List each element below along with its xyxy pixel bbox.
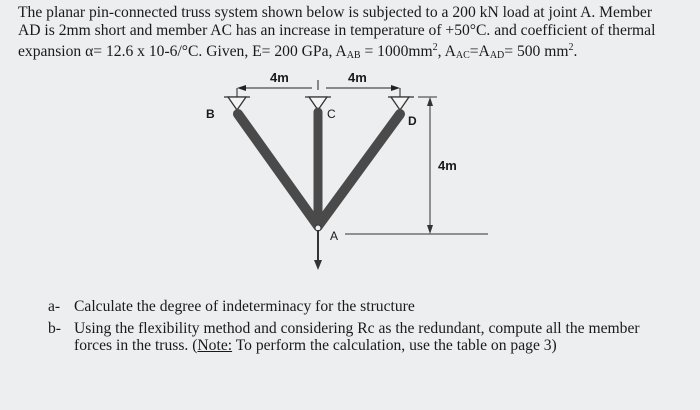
dim-arrow-left [237, 85, 246, 91]
dim-arrow-right [391, 85, 400, 91]
dim-arrow-down [427, 225, 433, 234]
problem-statement [18, 4, 686, 65]
question-b-label: b- [48, 319, 61, 337]
truss-members [238, 112, 400, 226]
dimension-top [237, 80, 400, 97]
truss-figure [0, 60, 700, 280]
pin-support-d [388, 97, 414, 110]
problem-line-3: expansion α= 12.6 x 10-6/°C. Given, E= 200 GPa, $A_{AB} = 1000mm^2$, $A_{AC}=A_{AD}= 500$ $mm^2$. [18, 42, 578, 61]
question-b-note: Note: [197, 337, 233, 354]
joint-b-label: B [206, 107, 215, 121]
dim-label-left: 4m [270, 70, 289, 85]
dim-label-vertical: 4m [438, 158, 457, 173]
member-ab [238, 114, 318, 226]
load-arrow-head [314, 260, 322, 270]
problem-line-1: The planar pin-connected truss system shown below is subjected to a 200 kN load at joint A. Member [18, 4, 653, 21]
dim-arrow-up [427, 97, 433, 106]
joint-a-label: A [330, 229, 339, 243]
question-a-text: Calculate the degree of indeterminacy for the structure [74, 298, 415, 315]
member-ad [318, 114, 400, 226]
question-b-text: Using the flexibility method and considering Rc as the redundant, compute all the member forces in the truss. ( [74, 319, 640, 354]
question-list [48, 298, 678, 359]
dim-label-right: 4m [348, 70, 367, 85]
question-a [48, 298, 678, 316]
problem-line-2: AD is 2mm short and member AC has an increase in temperature of +50°C. and coefficient of thermal [18, 21, 656, 39]
joint-d-label: D [408, 114, 417, 128]
pin-support-b [224, 97, 250, 110]
joint-c-label: C [327, 107, 336, 121]
question-b-text-after: To perform the calculation, use the table on page 3) [232, 337, 557, 354]
question-b [48, 320, 678, 355]
question-a-label: a- [48, 298, 61, 315]
